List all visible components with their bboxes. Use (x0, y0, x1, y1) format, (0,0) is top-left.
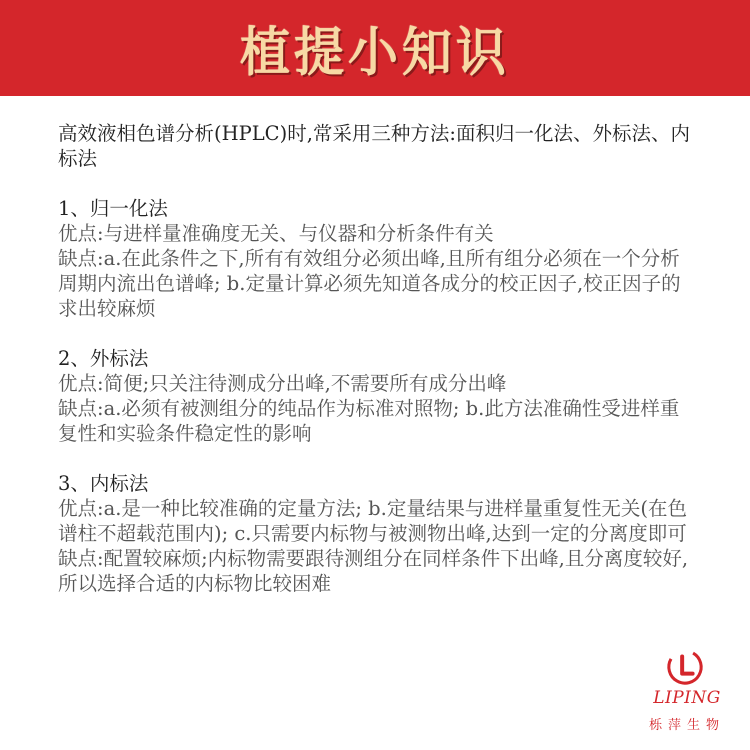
section-pros: 优点:a.是一种比较准确的定量方法; b.定量结果与进样量重复性无关(在色谱柱不超载范围内); c.只需要内标物与被测物出峰,达到一定的分离度即可 (58, 497, 687, 545)
brand-logo (642, 648, 732, 740)
section-cons: 缺点:a.必须有被测组分的纯品作为标准对照物; b.此方法准确性受进样重复性和实验条件稳定性的影响 (58, 397, 680, 445)
section-pros: 优点:与进样量准确度无关、与仪器和分析条件有关 (58, 222, 494, 245)
section-cons: 缺点:a.在此条件之下,所有有效组分必须出峰,且所有组分必须在一个分析周期内流出色谱峰; b.定量计算必须先知道各成分的校正因子,校正因子的求出较麻烦 (58, 247, 681, 320)
intro-paragraph: 高效液相色谱分析(HPLC)时,常采用三种方法:面积归一化法、外标法、内标法 (58, 122, 690, 170)
section-internal-standard (58, 471, 698, 596)
section-pros: 优点:简便;只关注待测成分出峰,不需要所有成分出峰 (58, 372, 507, 395)
section-normalization (58, 196, 698, 321)
article-body (58, 121, 698, 621)
page-title: 植提小知识 (240, 21, 510, 83)
brand-name: LIPING (653, 688, 721, 708)
section-title: 3、内标法 (58, 472, 149, 495)
liping-logo-icon (666, 648, 704, 686)
section-title: 1、归一化法 (58, 197, 168, 220)
header-banner (0, 0, 750, 96)
section-external-standard (58, 346, 698, 446)
section-cons: 缺点:配置较麻烦;内标物需要跟待测组分在同样条件下出峰,且分离度较好,所以选择合适的内标物比较困难 (58, 547, 689, 595)
section-title: 2、外标法 (58, 347, 149, 370)
brand-chinese-name: 栎萍生物 (648, 718, 725, 733)
